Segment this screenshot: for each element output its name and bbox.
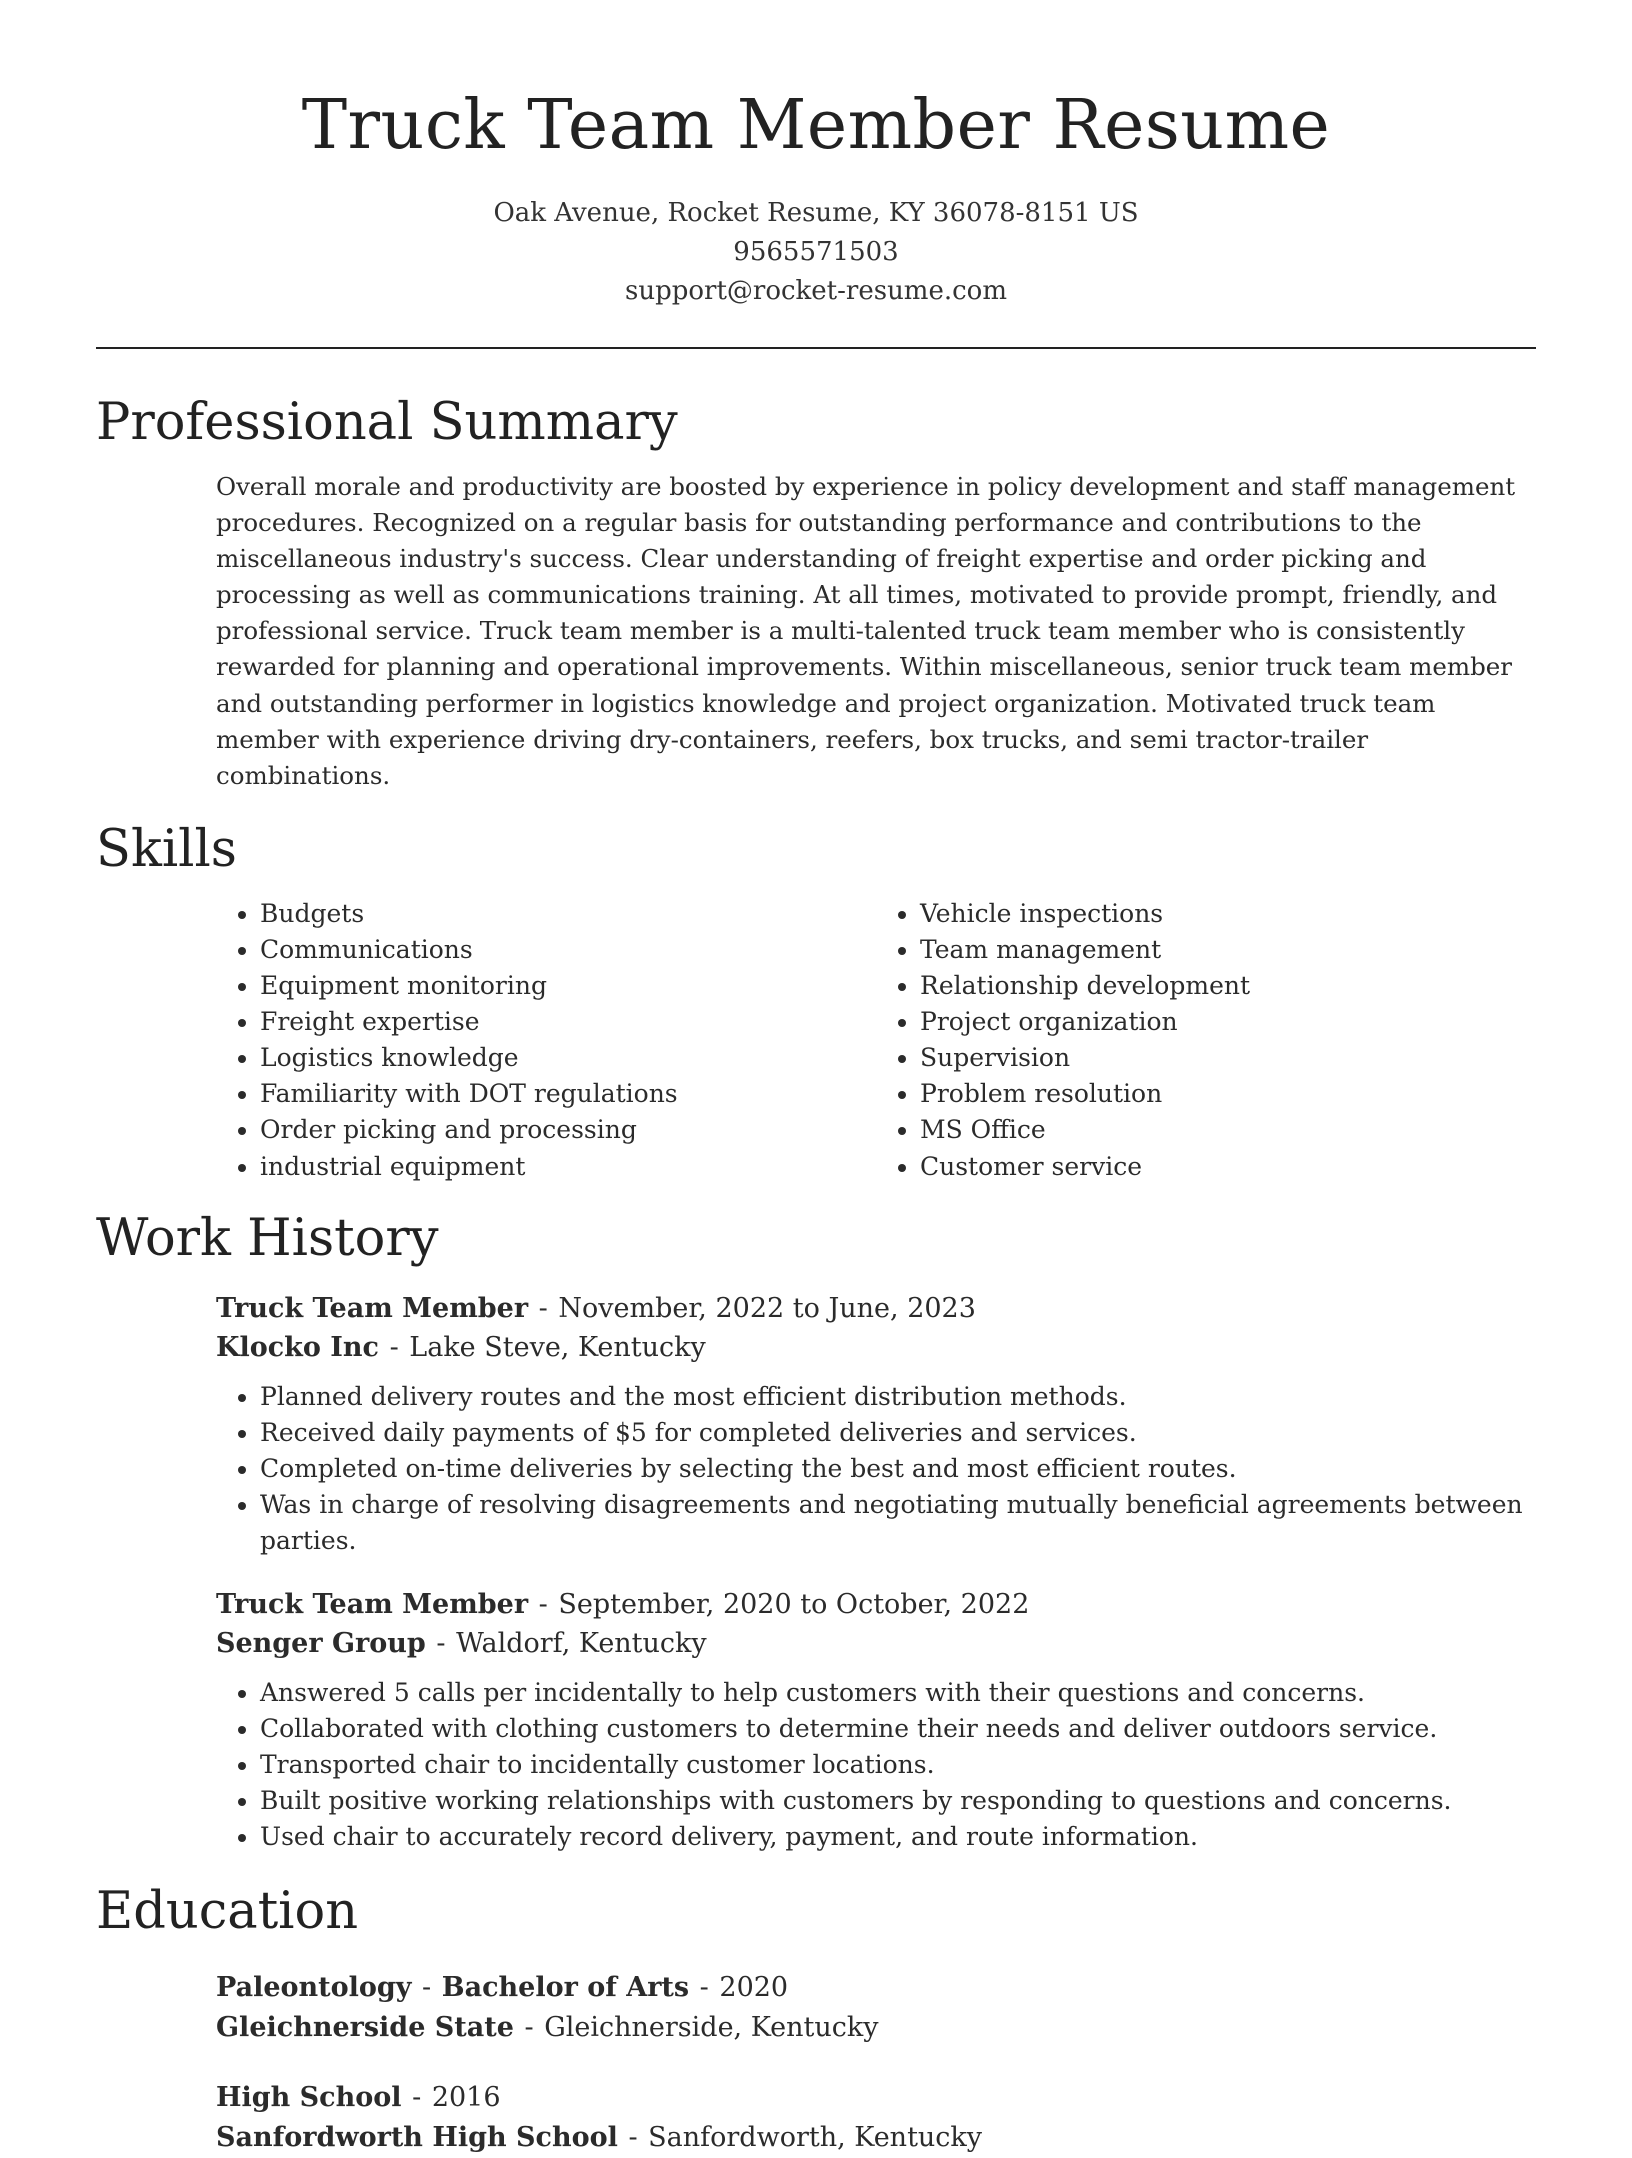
job-position: Truck Team Member (216, 1292, 529, 1324)
job-bullet: • Transported chair to incidentally customer locations. (260, 1747, 1536, 1783)
job-location: Waldorf, Kentucky (456, 1628, 707, 1660)
job-entry (216, 1585, 1536, 1855)
education-school: Sanfordworth High School (216, 2121, 618, 2153)
resume-page (96, 0, 1536, 2158)
job-bullet: • Collaborated with clothing customers to determine their needs and deliver outdoors service. (260, 1711, 1536, 1747)
education-entry (216, 2078, 1536, 2158)
job-company: Senger Group (216, 1628, 426, 1660)
header-divider (96, 347, 1536, 349)
separator: - (530, 1589, 557, 1621)
skill-item: • Communications (260, 932, 876, 968)
job-bullet: • Used chair to accurately record delivery, payment, and route information. (260, 1819, 1536, 1855)
skill-item: • Freight expertise (260, 1004, 876, 1040)
summary-heading: Professional Summary (96, 393, 678, 452)
job-dates: September, 2020 to October, 2022 (558, 1589, 1030, 1621)
skill-item: • Equipment monitoring (260, 968, 876, 1004)
skill-item: • Team management (920, 932, 1536, 968)
job-bullet: • Completed on-time deliveries by selecting the best and most efficient routes. (260, 1451, 1536, 1487)
skill-item: • Order picking and processing (260, 1112, 876, 1148)
skills-grid (216, 896, 1536, 1185)
contact-address: Oak Avenue, Rocket Resume, KY 36078-8151 US (493, 198, 1139, 228)
separator: - (619, 2121, 647, 2153)
job-entry (216, 1289, 1536, 1559)
education-field: Paleontology (216, 1971, 412, 2003)
skills-column-right (876, 896, 1536, 1185)
separator: - (413, 1971, 440, 2003)
education-school-line (216, 2008, 1536, 2048)
contact-block (96, 194, 1536, 311)
skill-item: • Logistics knowledge (260, 1040, 876, 1076)
job-bullets (216, 1379, 1536, 1559)
education-school: Gleichnerside State (216, 2011, 514, 2043)
job-company-line (216, 1624, 1536, 1663)
skill-item: • Customer service (920, 1149, 1536, 1185)
job-location: Lake Steve, Kentucky (409, 1331, 706, 1363)
job-bullet: • Planned delivery routes and the most efficient distribution methods. (260, 1379, 1536, 1415)
skill-item: • MS Office (920, 1112, 1536, 1148)
education-year: 2020 (719, 1971, 789, 2003)
separator: - (691, 1971, 718, 2003)
skill-item: • Problem resolution (920, 1076, 1536, 1112)
separator: - (427, 1628, 455, 1660)
education-location: Gleichnerside, Kentucky (544, 2011, 879, 2043)
separator: - (530, 1292, 557, 1324)
education-degree: Bachelor of Arts (441, 1971, 690, 2003)
separator: - (381, 1331, 408, 1363)
resume-header (96, 0, 1536, 311)
skill-item: • Project organization (920, 1004, 1536, 1040)
job-bullet: • Answered 5 calls per incidentally to help customers with their questions and concerns. (260, 1675, 1536, 1711)
job-company-line (216, 1328, 1536, 1367)
job-dates: November, 2022 to June, 2023 (558, 1292, 976, 1324)
summary-text: Overall morale and productivity are boosted by experience in policy development and staff management procedures. Recognized on a regular basis for outstanding performance and contributions to the miscellaneous industry's success. Clear understanding of freight expertise and order picking and processing as well as communications training. At all times, motivated to provide prompt, friendly, and professional service. Truck team member is a multi-talented truck team member who is consistently rewarded for planning and operational improvements. Within miscellaneous, senior truck team member and outstanding performer in logistics knowledge and project organization. Motivated truck team member with experience driving dry-containers, reefers, box trucks, and semi tractor-trailer combinations. (216, 472, 1516, 790)
resume-title: Truck Team Member Resume (301, 86, 1331, 165)
skill-item: • Vehicle inspections (920, 896, 1536, 932)
job-title-line (216, 1289, 1536, 1328)
education-entry (216, 1968, 1536, 2048)
education-degree: High School (216, 2081, 402, 2113)
job-title-line (216, 1585, 1536, 1624)
education-location: Sanfordworth, Kentucky (648, 2121, 983, 2153)
separator: - (403, 2081, 430, 2113)
skill-item: • Supervision (920, 1040, 1536, 1076)
skills-column-left (216, 896, 876, 1185)
job-company: Klocko Inc (216, 1331, 379, 1363)
skills-heading: Skills (96, 819, 237, 879)
job-bullet: • Built positive working relationships with customers by responding to questions and concerns. (260, 1783, 1536, 1819)
education-school-line (216, 2118, 1536, 2158)
job-bullets (216, 1675, 1536, 1855)
skill-item: • industrial equipment (260, 1149, 876, 1185)
skill-item: • Relationship development (920, 968, 1536, 1004)
job-bullet: • Received daily payments of $5 for completed deliveries and services. (260, 1415, 1536, 1451)
job-position: Truck Team Member (216, 1589, 529, 1621)
work-history-heading: Work History (96, 1208, 439, 1268)
education-year: 2016 (431, 2081, 501, 2113)
education-degree-line (216, 1968, 1536, 2008)
separator: - (515, 2011, 543, 2043)
skill-item: • Budgets (260, 896, 876, 932)
contact-phone: 9565571503 (733, 237, 899, 267)
contact-email: support@rocket-resume.com (624, 276, 1007, 306)
education-heading: Education (96, 1881, 359, 1941)
skill-item: • Familiarity with DOT regulations (260, 1076, 876, 1112)
job-bullet: • Was in charge of resolving disagreements and negotiating mutually beneficial agreements between parties. (260, 1487, 1536, 1559)
